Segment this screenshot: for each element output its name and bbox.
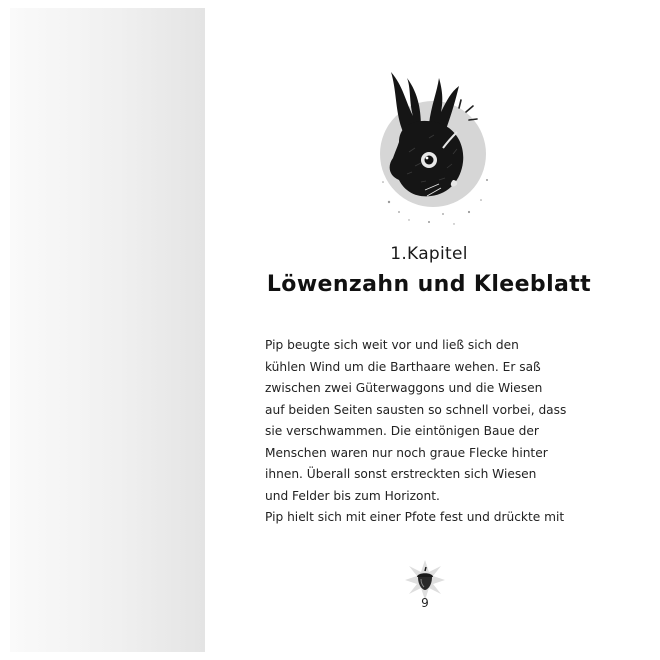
body-line: ihnen. Überall sonst erstreckten sich Wiesen xyxy=(265,467,537,481)
body-line: und Felder bis zum Horizont. xyxy=(265,488,440,503)
body-line: kühlen Wind um die Barthaare wehen. Er saß xyxy=(265,359,541,374)
left-page xyxy=(10,8,205,652)
chapter-number: 1.Kapitel xyxy=(390,244,468,264)
body-line: sie verschwammen. Die eintönigen Baue der xyxy=(265,424,539,438)
body-line: Pip hielt sich mit einer Pfote fest und drückte mit xyxy=(265,510,565,524)
body-paragraph xyxy=(265,335,585,529)
body-line: zwischen zwei Güterwaggons und die Wiesen xyxy=(265,381,543,395)
squirrel-head-icon xyxy=(369,62,499,232)
page-number: 9 xyxy=(421,596,429,610)
right-page xyxy=(205,8,653,652)
chapter-title: Löwenzahn und Kleeblatt xyxy=(266,272,592,297)
eye-highlight xyxy=(426,157,429,160)
eye-pupil xyxy=(425,156,434,165)
body-line: Menschen waren nur noch graue Flecke hinter xyxy=(265,445,548,460)
body-line: Pip beugte sich weit vor und ließ sich den xyxy=(265,338,519,352)
body-line: auf beiden Seiten sausten so schnell vorbei, dass xyxy=(265,402,567,417)
